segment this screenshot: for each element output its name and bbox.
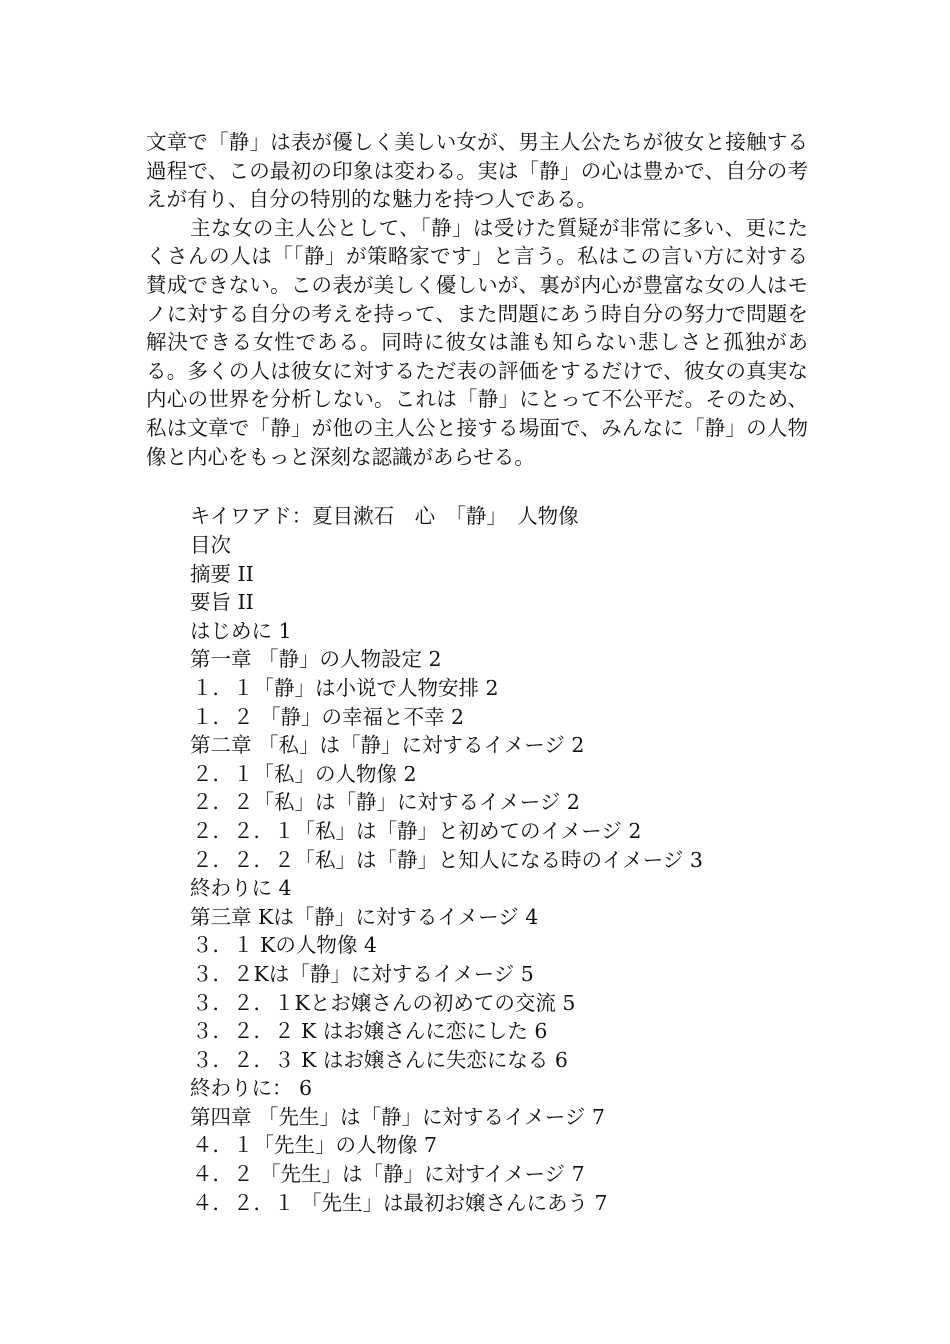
- toc-entry: 第三章 Kは「静」に対するイメージ 4: [190, 904, 539, 929]
- toc-title: 目次: [190, 533, 231, 557]
- toc-entry: ４．２．１ 「先生」は最初お嬢さんにあう 7: [192, 1190, 608, 1215]
- toc-entry: ２．２．２「私」は「静」と知人になる時のイメージ 3: [192, 847, 703, 872]
- table-of-contents: [190, 531, 703, 1217]
- body-text: [146, 128, 808, 471]
- toc-entry: はじめに 1: [190, 618, 292, 643]
- toc-list: [190, 560, 703, 1218]
- toc-entry: 終わりに： 6: [190, 1076, 313, 1101]
- toc-entry: 要旨 II: [190, 590, 254, 615]
- toc-entry: 第二章 「私」は「静」に対するイメージ 2: [190, 733, 585, 758]
- toc-entry: ４．１「先生」の人物像 7: [192, 1133, 438, 1158]
- toc-entry: ２．２「私」は「静」に対するイメージ 2: [192, 790, 580, 815]
- toc-entry: １．１「静」は小说で人物安排 2: [192, 675, 499, 700]
- toc-entry: ３．２．２ K はお嬢さんに恋にした 6: [192, 1019, 548, 1044]
- toc-entry: ２．１「私」の人物像 2: [192, 761, 417, 786]
- paragraph-1: 文章で「静」は表が優しく美しい女が、男主人公たちが彼女と接触する過程で、この最初の印象は変わる。実は「静」の心は豊かで、自分の考えが有り、自分の特別的な魅力を持つ人である。: [146, 130, 808, 212]
- paragraph-2: 主な女の主人公として、「静」は受けた質疑が非常に多い、更にたくさんの人は「「静」が策略家です」と言う。私はこの言い方に対する賛成できない。この表が美しく優しいが、裏が内心が豊富な女の人はモノに対する自分の考えを持って、また問題にあう時自分の努力で問題を解決できる女性である。同時に彼女は誰も知らない悲しさと孤独がある。多くの人は彼女に対するただ表の評価をするだけで、彼女の真実な内心の世界を分析しない。これは「静」にとって不公平だ。そのため、私は文章で「静」が他の主人公と接する場面で、みんなに「静」の人物像と内心をもっと深刻な認識があらせる。: [146, 215, 808, 469]
- toc-entry: ４．２ 「先生」は「静」に対すイメージ 7: [192, 1162, 585, 1187]
- toc-entry: ３．２．１Kとお嬢さんの初めての交流 5: [192, 990, 576, 1015]
- toc-entry: ３．１ Kの人物像 4: [192, 933, 377, 958]
- keywords-line: キイワアド：夏目漱石 心 「静」 人物像: [190, 504, 579, 528]
- toc-entry: 終わりに 4: [190, 876, 292, 901]
- toc-entry: 第一章 「静」の人物設定 2: [190, 647, 442, 672]
- toc-entry: ２．２．１「私」は「静」と初めてのイメージ 2: [192, 818, 642, 843]
- toc-entry: 第四章 「先生」は「静」に対するイメージ 7: [190, 1104, 605, 1129]
- toc-entry: １．２ 「静」の幸福と不幸 2: [192, 704, 465, 729]
- toc-entry: ３．２Kは「静」に対するイメージ 5: [192, 961, 534, 986]
- toc-entry: ３．２．３ K はお嬢さんに失恋になる 6: [192, 1047, 568, 1072]
- toc-entry: 摘要 II: [190, 561, 254, 586]
